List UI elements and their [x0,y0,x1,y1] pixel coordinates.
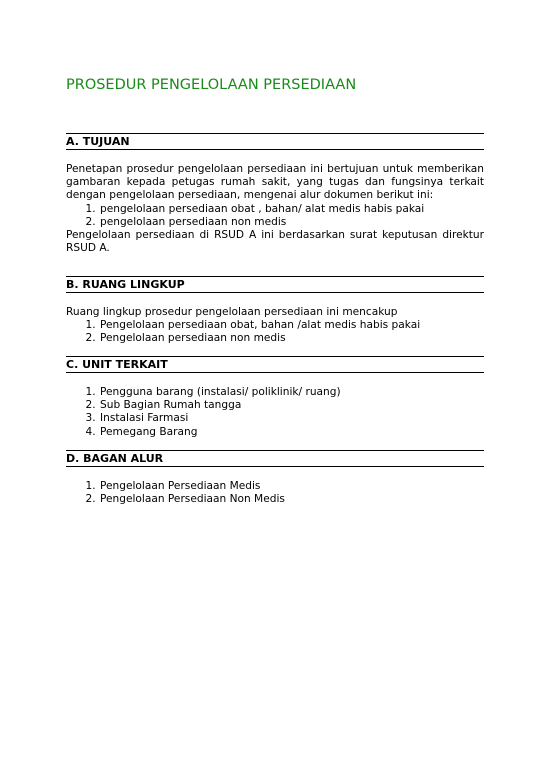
list-item: 2. Sub Bagian Rumah tangga [99,399,484,412]
numbered-list [66,480,484,506]
section-heading: A. TUJUAN [66,133,484,150]
numbered-list [66,386,484,439]
section-body [66,306,484,346]
list-item: 2. Pengelolaan Persediaan Non Medis [99,493,484,506]
section-heading: D. BAGAN ALUR [66,450,484,467]
list-item: 1. Pengelolaan persediaan obat, bahan /alat medis habis pakai [99,319,484,332]
section-ruang-lingkup [66,276,484,346]
section-body [66,480,484,506]
section-body [66,386,484,439]
section-unit-terkait [66,356,484,439]
list-item: 3. Instalasi Farmasi [99,412,484,425]
section-body [66,163,484,255]
document-title: PROSEDUR PENGELOLAAN PERSEDIAAN [66,77,357,93]
section-intro: Penetapan prosedur pengelolaan persediaan ini bertujuan untuk memberikan gambaran kepada petugas rumah sakit, yang tugas dan fungsinya terkait dengan pengelolaan persediaan, mengenai alur dokumen berikut ini: [66,163,484,202]
section-bagan-alur [66,450,484,506]
list-item: 1. Pengelolaan Persediaan Medis [99,480,484,493]
section-closing: Pengelolaan persediaan di RSUD A ini berdasarkan surat keputusan direktur RSUD A. [66,229,484,255]
list-item: 1. Pengguna barang (instalasi/ poliklinik/ ruang) [99,386,484,399]
section-tujuan [66,133,484,255]
list-item: 4. Pemegang Barang [99,426,484,439]
list-item: 2. pengelolaan persediaan non medis [99,216,484,229]
numbered-list [66,203,484,229]
section-heading: B. RUANG LINGKUP [66,276,484,293]
list-item: 2. Pengelolaan persediaan non medis [99,332,484,345]
list-item: 1. pengelolaan persediaan obat , bahan/ alat medis habis pakai [99,203,484,216]
numbered-list [66,319,484,345]
section-heading: C. UNIT TERKAIT [66,356,484,373]
section-intro: Ruang lingkup prosedur pengelolaan persediaan ini mencakup [66,306,398,318]
